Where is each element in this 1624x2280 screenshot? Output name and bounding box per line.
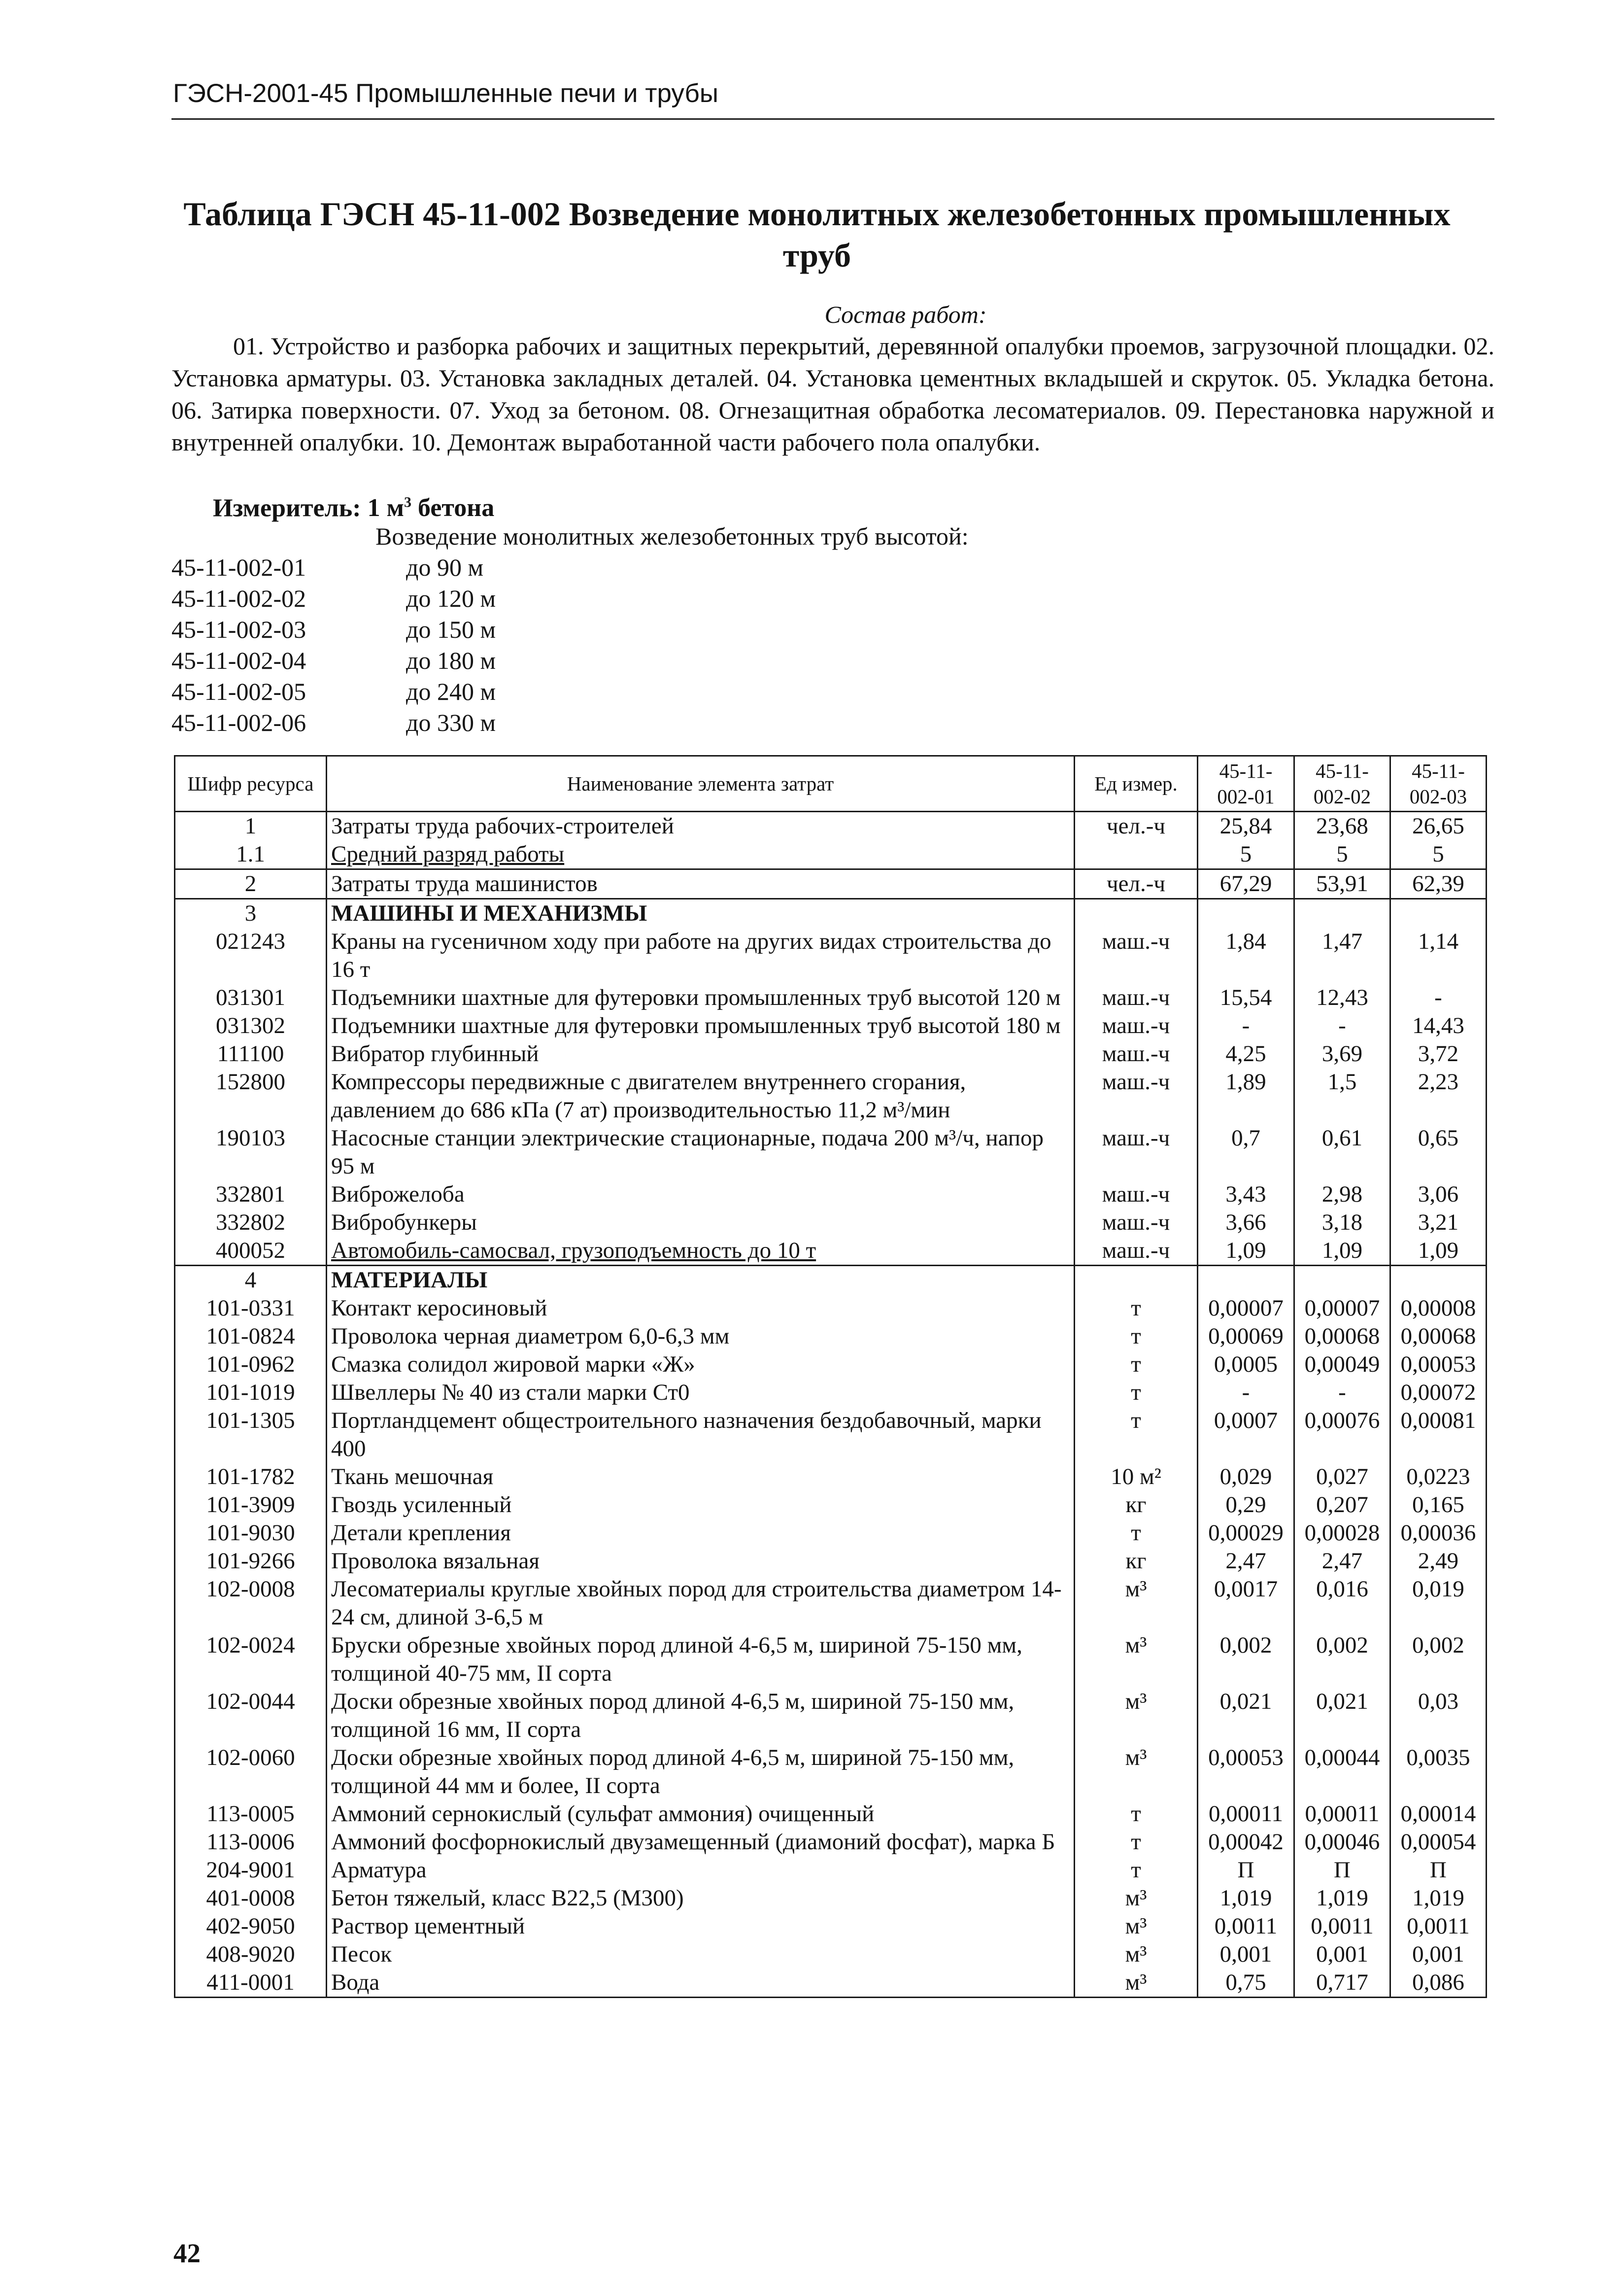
value-45-11-002-02: 0,61 xyxy=(1294,1124,1390,1180)
unit-of-measure: чел.-ч xyxy=(1075,812,1198,841)
value-45-11-002-03: 0,086 xyxy=(1390,1969,1487,1998)
variant-code: 45-11-002-04 xyxy=(171,647,306,674)
table-row xyxy=(175,1828,1487,1856)
header-col-2: 45-11-002-02 xyxy=(1294,756,1390,812)
variant-row xyxy=(171,583,615,614)
value-45-11-002-01: 67,29 xyxy=(1198,869,1294,899)
table-row xyxy=(175,1631,1487,1688)
value-45-11-002-02: 1,019 xyxy=(1294,1884,1390,1912)
table-title-line-1: Таблица ГЭСН 45-11-002 Возведение монолитных железобетонных промышленных xyxy=(183,195,1451,233)
unit-of-measure: маш.-ч xyxy=(1075,1180,1198,1209)
value-45-11-002-01: 0,00069 xyxy=(1198,1322,1294,1350)
value-45-11-002-01: 0,029 xyxy=(1198,1463,1294,1491)
value-45-11-002-01: 0,0011 xyxy=(1198,1912,1294,1940)
value-45-11-002-02: П xyxy=(1294,1856,1390,1884)
unit-of-measure: маш.-ч xyxy=(1075,1237,1198,1266)
value-45-11-002-03: 0,00008 xyxy=(1390,1294,1487,1322)
resource-code: 102-0024 xyxy=(175,1631,327,1688)
header-unit: Ед измер. xyxy=(1075,756,1198,812)
table-row xyxy=(175,1547,1487,1575)
unit-of-measure: т xyxy=(1075,1800,1198,1828)
cost-element-name: Раствор цементный xyxy=(327,1912,1075,1940)
cost-element-name: Доски обрезные хвойных пород длиной 4-6,5 м, шириной 75-150 мм, толщиной 16 мм, II сорта xyxy=(327,1688,1075,1744)
cost-element-name: Подъемники шахтные для футеровки промышленных труб высотой 120 м xyxy=(327,984,1075,1012)
resource-code: 190103 xyxy=(175,1124,327,1180)
unit-of-measure xyxy=(1075,840,1198,869)
value-45-11-002-01: 5 xyxy=(1198,840,1294,869)
cost-element-name: Вибробункеры xyxy=(327,1209,1075,1237)
table-row xyxy=(175,1744,1487,1800)
table-row xyxy=(175,1180,1487,1209)
variant-height: до 180 м xyxy=(406,647,496,674)
table-row xyxy=(175,1322,1487,1350)
value-45-11-002-02: 0,00007 xyxy=(1294,1294,1390,1322)
meter-line xyxy=(213,488,494,523)
resource-code: 101-0962 xyxy=(175,1350,327,1379)
resource-code: 101-1019 xyxy=(175,1379,327,1407)
value-45-11-002-01: 2,47 xyxy=(1198,1547,1294,1575)
value-45-11-002-02: 0,717 xyxy=(1294,1969,1390,1998)
unit-of-measure: 10 м² xyxy=(1075,1463,1198,1491)
table-row xyxy=(175,984,1487,1012)
variant-code: 45-11-002-06 xyxy=(171,709,306,736)
table-row xyxy=(175,1294,1487,1322)
value-45-11-002-02 xyxy=(1294,899,1390,928)
table-row xyxy=(175,1969,1487,1998)
unit-of-measure: м³ xyxy=(1075,1688,1198,1744)
unit-of-measure: т xyxy=(1075,1856,1198,1884)
value-45-11-002-02: 1,5 xyxy=(1294,1068,1390,1124)
work-composition-text: 01. Устройство и разборка рабочих и защитных перекрытий, деревянной опалубки проемов, загрузочной площадки. 02. Установка арматуры. 03. Установка закладных деталей. 04. Установка цементных вкладышей и скруток. 05. Укладка бетона. 06. Затирка поверхности. 07. Уход за бетоном. 08. Огнезащитная обработка лесоматериалов. 09. Перестановка наружной и внутренней опалубки. 10. Демонтаж выработанной части рабочего пола опалубки. xyxy=(171,332,1494,456)
unit-of-measure: м³ xyxy=(1075,1969,1198,1998)
value-45-11-002-01: 3,66 xyxy=(1198,1209,1294,1237)
cost-element-name: Проволока черная диаметром 6,0-6,3 мм xyxy=(327,1322,1075,1350)
section-row xyxy=(175,1266,1487,1295)
value-45-11-002-03: 14,43 xyxy=(1390,1012,1487,1040)
value-45-11-002-03: 0,0035 xyxy=(1390,1744,1487,1800)
variant-height: до 330 м xyxy=(406,709,496,736)
resource-code: 113-0005 xyxy=(175,1800,327,1828)
value-45-11-002-01: 25,84 xyxy=(1198,812,1294,841)
resource-code: 411-0001 xyxy=(175,1969,327,1998)
value-45-11-002-03: 0,165 xyxy=(1390,1491,1487,1519)
value-45-11-002-01: 0,00042 xyxy=(1198,1828,1294,1856)
table-row xyxy=(175,869,1487,899)
value-45-11-002-03: 62,39 xyxy=(1390,869,1487,899)
resource-code: 031301 xyxy=(175,984,327,1012)
value-45-11-002-01: 0,29 xyxy=(1198,1491,1294,1519)
meter-value: 1 $м^3$ бетона xyxy=(367,494,495,522)
value-45-11-002-02: - xyxy=(1294,1379,1390,1407)
value-45-11-002-02: 0,00044 xyxy=(1294,1744,1390,1800)
variant-row xyxy=(171,552,615,583)
variant-row xyxy=(171,707,615,738)
cost-element-name: Бетон тяжелый, класс В22,5 (М300) xyxy=(327,1884,1075,1912)
value-45-11-002-03: 0,002 xyxy=(1390,1631,1487,1688)
cost-element-name: Песок xyxy=(327,1940,1075,1969)
cost-element-name: Краны на гусеничном ходу при работе на других видах строительства до 16 т xyxy=(327,928,1075,984)
resource-code: 101-0331 xyxy=(175,1294,327,1322)
resource-code: 402-9050 xyxy=(175,1912,327,1940)
resource-code: 031302 xyxy=(175,1012,327,1040)
cost-element-name: Средний разряд работы xyxy=(327,840,1075,869)
unit-of-measure: маш.-ч xyxy=(1075,984,1198,1012)
value-45-11-002-03: 0,00014 xyxy=(1390,1800,1487,1828)
unit-of-measure: т xyxy=(1075,1828,1198,1856)
table-row xyxy=(175,1575,1487,1631)
value-45-11-002-02: 23,68 xyxy=(1294,812,1390,841)
value-45-11-002-01 xyxy=(1198,899,1294,928)
header-name: Наименование элемента затрат xyxy=(327,756,1075,812)
table-row xyxy=(175,1519,1487,1547)
value-45-11-002-03: 26,65 xyxy=(1390,812,1487,841)
cost-element-name: Доски обрезные хвойных пород длиной 4-6,5 м, шириной 75-150 мм, толщиной 44 мм и более, II сорта xyxy=(327,1744,1075,1800)
unit-of-measure: т xyxy=(1075,1294,1198,1322)
header-rule xyxy=(171,118,1494,120)
value-45-11-002-01: 0,0007 xyxy=(1198,1407,1294,1463)
variant-height: до 240 м xyxy=(406,678,496,705)
resource-code: 111100 xyxy=(175,1040,327,1068)
cost-element-name: Контакт керосиновый xyxy=(327,1294,1075,1322)
section-row xyxy=(175,899,1487,928)
unit-of-measure: маш.-ч xyxy=(1075,1040,1198,1068)
value-45-11-002-01: 0,0017 xyxy=(1198,1575,1294,1631)
value-45-11-002-02: 0,00011 xyxy=(1294,1800,1390,1828)
value-45-11-002-01: 0,00029 xyxy=(1198,1519,1294,1547)
running-header: ГЭСН-2001-45 Промышленные печи и трубы xyxy=(173,79,718,108)
value-45-11-002-02: 3,18 xyxy=(1294,1209,1390,1237)
table-row xyxy=(175,812,1487,841)
table-row xyxy=(175,840,1487,869)
table-row xyxy=(175,928,1487,984)
table-row xyxy=(175,1068,1487,1124)
value-45-11-002-02: 2,47 xyxy=(1294,1547,1390,1575)
cost-element-name: Вода xyxy=(327,1969,1075,1998)
resource-code: 401-0008 xyxy=(175,1884,327,1912)
cost-element-name: МАШИНЫ И МЕХАНИЗМЫ xyxy=(327,899,1075,928)
value-45-11-002-03: 3,06 xyxy=(1390,1180,1487,1209)
unit-of-measure: т xyxy=(1075,1322,1198,1350)
value-45-11-002-03: 2,49 xyxy=(1390,1547,1487,1575)
cost-element-name: Подъемники шахтные для футеровки промышленных труб высотой 180 м xyxy=(327,1012,1075,1040)
value-45-11-002-03: 0,00068 xyxy=(1390,1322,1487,1350)
value-45-11-002-02: 1,09 xyxy=(1294,1237,1390,1266)
table-row xyxy=(175,1407,1487,1463)
table-row xyxy=(175,1688,1487,1744)
resource-code: 101-9030 xyxy=(175,1519,327,1547)
value-45-11-002-03: 0,00072 xyxy=(1390,1379,1487,1407)
unit-of-measure: чел.-ч xyxy=(1075,869,1198,899)
table-row xyxy=(175,1800,1487,1828)
cost-element-name: Лесоматериалы круглые хвойных пород для строительства диаметром 14-24 см, длиной 3-6,5 м xyxy=(327,1575,1075,1631)
value-45-11-002-03: 5 xyxy=(1390,840,1487,869)
table-row xyxy=(175,1463,1487,1491)
unit-of-measure: маш.-ч xyxy=(1075,1124,1198,1180)
resource-code: 3 xyxy=(175,899,327,928)
value-45-11-002-03: 0,00053 xyxy=(1390,1350,1487,1379)
value-45-11-002-02: 0,016 xyxy=(1294,1575,1390,1631)
unit-of-measure: м³ xyxy=(1075,1884,1198,1912)
cost-element-name: Затраты труда рабочих-строителей xyxy=(327,812,1075,841)
table-row xyxy=(175,1237,1487,1266)
value-45-11-002-01 xyxy=(1198,1266,1294,1295)
resource-code: 408-9020 xyxy=(175,1940,327,1969)
resource-code: 101-1782 xyxy=(175,1463,327,1491)
value-45-11-002-03: 0,0011 xyxy=(1390,1912,1487,1940)
value-45-11-002-02: 2,98 xyxy=(1294,1180,1390,1209)
value-45-11-002-01: 15,54 xyxy=(1198,984,1294,1012)
value-45-11-002-02: 0,00068 xyxy=(1294,1322,1390,1350)
variant-code: 45-11-002-03 xyxy=(171,616,306,643)
value-45-11-002-01: 1,09 xyxy=(1198,1237,1294,1266)
resource-code: 021243 xyxy=(175,928,327,984)
cost-element-name: Арматура xyxy=(327,1856,1075,1884)
value-45-11-002-01: 0,7 xyxy=(1198,1124,1294,1180)
unit-of-measure: т xyxy=(1075,1407,1198,1463)
value-45-11-002-03: 0,00054 xyxy=(1390,1828,1487,1856)
table-title-line-2: труб xyxy=(782,237,851,274)
value-45-11-002-02: 0,00076 xyxy=(1294,1407,1390,1463)
value-45-11-002-02 xyxy=(1294,1266,1390,1295)
cost-element-name: Аммоний фосфорнокислый двузамещенный (диамоний фосфат), марка Б xyxy=(327,1828,1075,1856)
unit-of-measure xyxy=(1075,899,1198,928)
value-45-11-002-03: 0,00081 xyxy=(1390,1407,1487,1463)
value-45-11-002-03: 0,03 xyxy=(1390,1688,1487,1744)
value-45-11-002-03: 0,019 xyxy=(1390,1575,1487,1631)
cost-table-body xyxy=(175,812,1487,1998)
cost-element-name: Смазка солидол жировой марки «Ж» xyxy=(327,1350,1075,1379)
value-45-11-002-01: 0,021 xyxy=(1198,1688,1294,1744)
value-45-11-002-02: 0,00049 xyxy=(1294,1350,1390,1379)
header-col-3: 45-11-002-03 xyxy=(1390,756,1487,812)
value-45-11-002-02: 53,91 xyxy=(1294,869,1390,899)
value-45-11-002-03: 0,001 xyxy=(1390,1940,1487,1969)
header-code: Шифр ресурса xyxy=(175,756,327,812)
table-row xyxy=(175,1012,1487,1040)
variant-row xyxy=(171,614,615,645)
value-45-11-002-01: 0,00011 xyxy=(1198,1800,1294,1828)
value-45-11-002-01: 0,75 xyxy=(1198,1969,1294,1998)
value-45-11-002-02: 0,001 xyxy=(1294,1940,1390,1969)
variant-row xyxy=(171,676,615,707)
resource-code: 400052 xyxy=(175,1237,327,1266)
cost-element-name: Насосные станции электрические стационарные, подача 200 м³/ч, напор 95 м xyxy=(327,1124,1075,1180)
cost-element-name: Аммоний сернокислый (сульфат аммония) очищенный xyxy=(327,1800,1075,1828)
value-45-11-002-01: - xyxy=(1198,1012,1294,1040)
value-45-11-002-03: 0,0223 xyxy=(1390,1463,1487,1491)
value-45-11-002-03: - xyxy=(1390,984,1487,1012)
value-45-11-002-03: 0,00036 xyxy=(1390,1519,1487,1547)
resource-code: 101-0824 xyxy=(175,1322,327,1350)
value-45-11-002-01: 0,0005 xyxy=(1198,1350,1294,1379)
resource-code: 101-9266 xyxy=(175,1547,327,1575)
cost-element-name: Портландцемент общестроительного назначения бездобавочный, марки 400 xyxy=(327,1407,1075,1463)
unit-of-measure: м³ xyxy=(1075,1575,1198,1631)
unit-of-measure: кг xyxy=(1075,1491,1198,1519)
resource-code: 1.1 xyxy=(175,840,327,869)
cost-element-name: Вибратор глубинный xyxy=(327,1040,1075,1068)
resource-code: 101-3909 xyxy=(175,1491,327,1519)
value-45-11-002-01: 4,25 xyxy=(1198,1040,1294,1068)
value-45-11-002-03: 3,72 xyxy=(1390,1040,1487,1068)
value-45-11-002-01: 3,43 xyxy=(1198,1180,1294,1209)
variant-row xyxy=(171,645,615,676)
table-row xyxy=(175,1940,1487,1969)
cost-element-name: Ткань мешочная xyxy=(327,1463,1075,1491)
cost-element-name: Гвоздь усиленный xyxy=(327,1491,1075,1519)
table-row xyxy=(175,1350,1487,1379)
table-row xyxy=(175,1912,1487,1940)
unit-of-measure: т xyxy=(1075,1350,1198,1379)
value-45-11-002-03 xyxy=(1390,1266,1487,1295)
value-45-11-002-02: 0,027 xyxy=(1294,1463,1390,1491)
resource-code: 332801 xyxy=(175,1180,327,1209)
cost-element-name: Компрессоры передвижные с двигателем внутреннего сгорания, давлением до 686 кПа (7 ат) производительностью 11,2 м³/мин xyxy=(327,1068,1075,1124)
resource-code: 102-0008 xyxy=(175,1575,327,1631)
value-45-11-002-03: 3,21 xyxy=(1390,1209,1487,1237)
table-row xyxy=(175,1124,1487,1180)
variant-code: 45-11-002-01 xyxy=(171,553,306,581)
value-45-11-002-01: 1,89 xyxy=(1198,1068,1294,1124)
table-row xyxy=(175,1379,1487,1407)
value-45-11-002-02: 12,43 xyxy=(1294,984,1390,1012)
page-number: 42 xyxy=(173,2238,201,2268)
table-title xyxy=(171,193,1462,276)
resource-code: 1 xyxy=(175,812,327,841)
unit-of-measure: маш.-ч xyxy=(1075,928,1198,984)
value-45-11-002-01: 0,00053 xyxy=(1198,1744,1294,1800)
value-45-11-002-01: 0,002 xyxy=(1198,1631,1294,1688)
value-45-11-002-01: П xyxy=(1198,1856,1294,1884)
value-45-11-002-03: П xyxy=(1390,1856,1487,1884)
resource-code: 204-9001 xyxy=(175,1856,327,1884)
cost-element-name: Затраты труда машинистов xyxy=(327,869,1075,899)
work-composition-caption: Состав работ: xyxy=(824,301,987,328)
cost-element-name: Швеллеры № 40 из стали марки Ст0 xyxy=(327,1379,1075,1407)
variant-code: 45-11-002-02 xyxy=(171,585,306,612)
cost-element-name: Детали крепления xyxy=(327,1519,1075,1547)
value-45-11-002-02: - xyxy=(1294,1012,1390,1040)
variants-caption: Возведение монолитных железобетонных труб высотой: xyxy=(375,522,969,550)
table-row xyxy=(175,1884,1487,1912)
unit-of-measure: м³ xyxy=(1075,1912,1198,1940)
table-header-row xyxy=(175,756,1487,812)
resource-code: 152800 xyxy=(175,1068,327,1124)
value-45-11-002-02: 0,002 xyxy=(1294,1631,1390,1688)
value-45-11-002-02: 0,0011 xyxy=(1294,1912,1390,1940)
header-col-1: 45-11-002-01 xyxy=(1198,756,1294,812)
resource-code: 2 xyxy=(175,869,327,899)
resource-code: 101-1305 xyxy=(175,1407,327,1463)
value-45-11-002-02: 0,00028 xyxy=(1294,1519,1390,1547)
value-45-11-002-03: 1,019 xyxy=(1390,1884,1487,1912)
value-45-11-002-01: 0,00007 xyxy=(1198,1294,1294,1322)
cost-table xyxy=(174,755,1487,1998)
unit-of-measure: т xyxy=(1075,1519,1198,1547)
value-45-11-002-02: 0,021 xyxy=(1294,1688,1390,1744)
value-45-11-002-03: 2,23 xyxy=(1390,1068,1487,1124)
resource-code: 4 xyxy=(175,1266,327,1295)
meter-label: Измеритель: xyxy=(213,494,361,522)
value-45-11-002-03: 1,09 xyxy=(1390,1237,1487,1266)
cost-element-name: Проволока вязальная xyxy=(327,1547,1075,1575)
unit-of-measure: маш.-ч xyxy=(1075,1012,1198,1040)
unit-of-measure: м³ xyxy=(1075,1631,1198,1688)
resource-code: 332802 xyxy=(175,1209,327,1237)
value-45-11-002-03: 0,65 xyxy=(1390,1124,1487,1180)
resource-code: 102-0060 xyxy=(175,1744,327,1800)
table-row xyxy=(175,1040,1487,1068)
value-45-11-002-01: 0,001 xyxy=(1198,1940,1294,1969)
resource-code: 102-0044 xyxy=(175,1688,327,1744)
variant-height: до 120 м xyxy=(406,585,496,612)
value-45-11-002-03 xyxy=(1390,899,1487,928)
value-45-11-002-02: 0,00046 xyxy=(1294,1828,1390,1856)
unit-of-measure xyxy=(1075,1266,1198,1295)
unit-of-measure: т xyxy=(1075,1379,1198,1407)
unit-of-measure: маш.-ч xyxy=(1075,1068,1198,1124)
value-45-11-002-02: 5 xyxy=(1294,840,1390,869)
unit-of-measure: м³ xyxy=(1075,1744,1198,1800)
table-row xyxy=(175,1209,1487,1237)
unit-of-measure: маш.-ч xyxy=(1075,1209,1198,1237)
table-row xyxy=(175,1856,1487,1884)
unit-of-measure: м³ xyxy=(1075,1940,1198,1969)
variant-height: до 150 м xyxy=(406,616,496,643)
cost-element-name: Автомобиль-самосвал, грузоподъемность до 10 т xyxy=(327,1237,1075,1266)
value-45-11-002-01: 1,84 xyxy=(1198,928,1294,984)
variant-height: до 90 м xyxy=(406,553,484,581)
table-row xyxy=(175,1491,1487,1519)
cost-element-name: Бруски обрезные хвойных пород длиной 4-6,5 м, шириной 75-150 мм, толщиной 40-75 мм, II сорта xyxy=(327,1631,1075,1688)
cost-element-name: МАТЕРИАЛЫ xyxy=(327,1266,1075,1295)
value-45-11-002-02: 1,47 xyxy=(1294,928,1390,984)
value-45-11-002-02: 0,207 xyxy=(1294,1491,1390,1519)
value-45-11-002-01: - xyxy=(1198,1379,1294,1407)
value-45-11-002-03: 1,14 xyxy=(1390,928,1487,984)
unit-of-measure: кг xyxy=(1075,1547,1198,1575)
variants-list xyxy=(171,552,615,738)
cost-element-name: Виброжелоба xyxy=(327,1180,1075,1209)
value-45-11-002-01: 1,019 xyxy=(1198,1884,1294,1912)
value-45-11-002-02: 3,69 xyxy=(1294,1040,1390,1068)
variant-code: 45-11-002-05 xyxy=(171,678,306,705)
resource-code: 113-0006 xyxy=(175,1828,327,1856)
